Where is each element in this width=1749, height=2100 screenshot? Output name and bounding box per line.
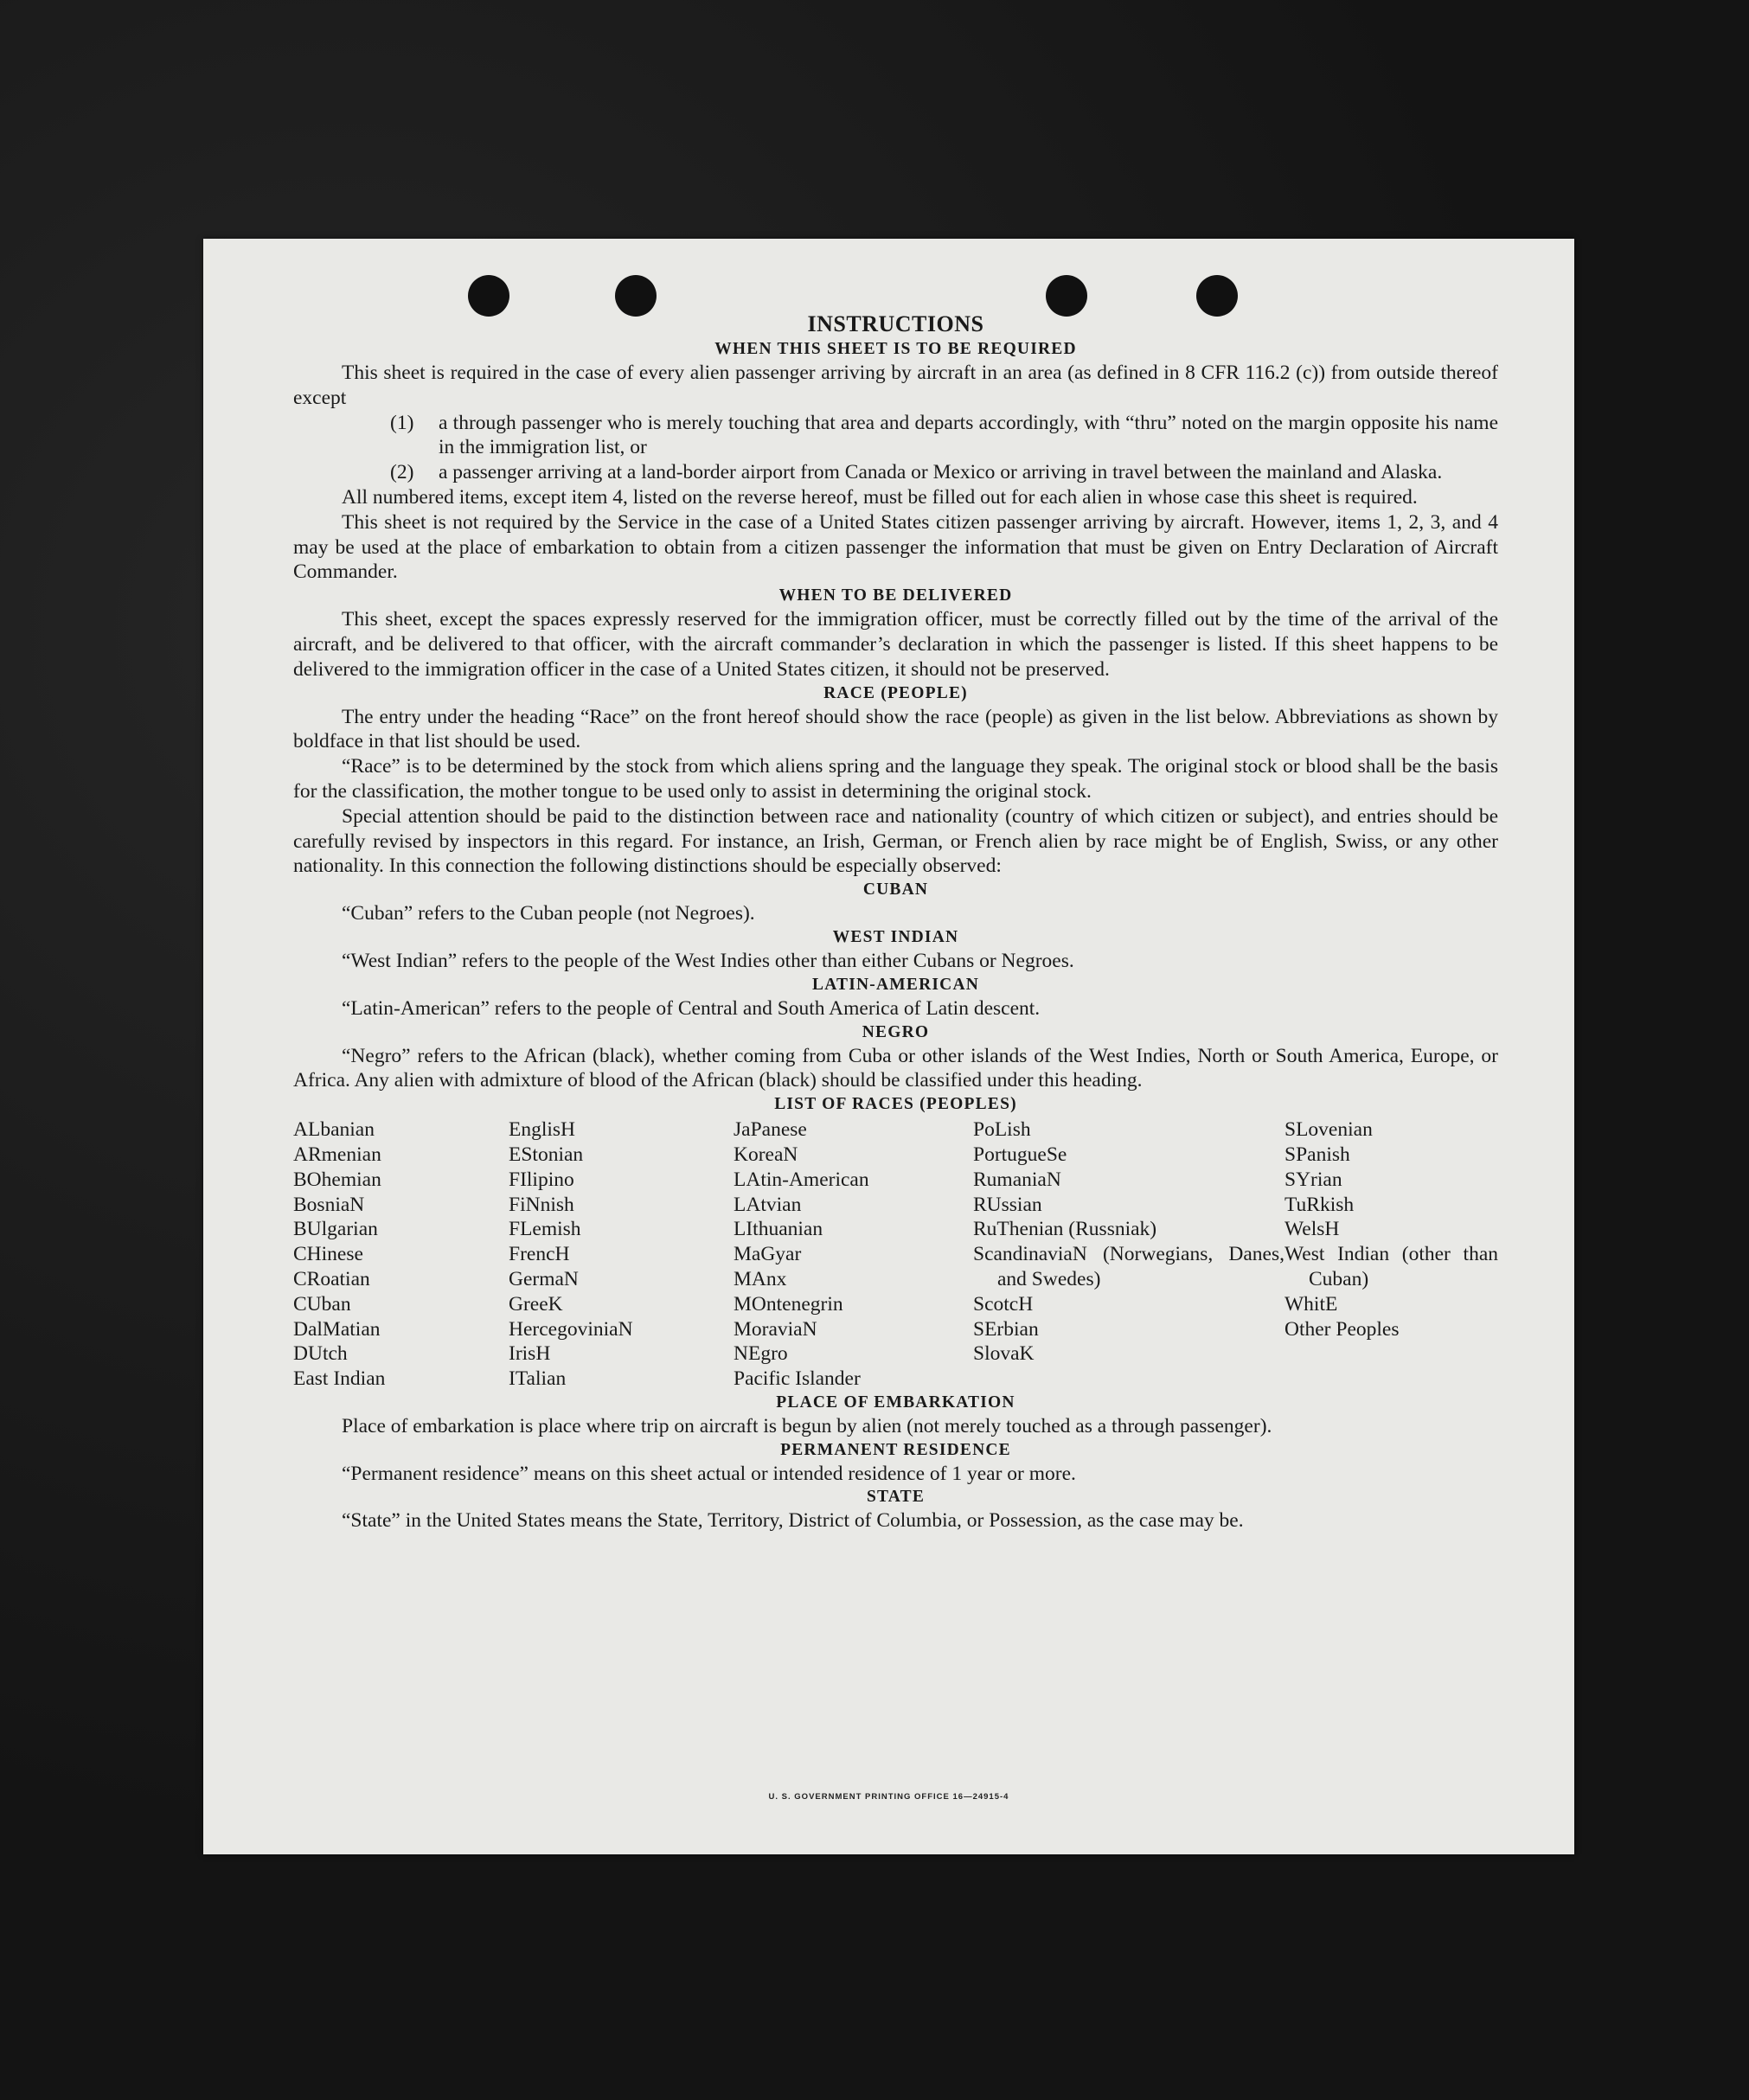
race-entry: WhitE (1285, 1292, 1338, 1316)
race-entry: KoreaN (734, 1143, 798, 1166)
race-entry: ARmenian (293, 1143, 381, 1166)
race-entry: MAnx (734, 1267, 787, 1290)
race-entry: LIthuanian (734, 1218, 823, 1241)
race-entry: ScandinaviaN (Norwegians, Danes, and Swedes) (973, 1243, 1285, 1290)
paragraph-required-1: This sheet is required in the case of every alien passenger arriving by aircraft in an area (as defined in 8 CFR 116.2 (c)) from outside thereof except (293, 362, 1498, 409)
race-entry: LAtin-American (734, 1168, 869, 1191)
race-entry: EStonian (509, 1143, 584, 1166)
exception-item-2-number: (2) (390, 461, 414, 484)
races-column-3 (734, 1117, 973, 1392)
section-heading-embarkation: PLACE OF EMBARKATION (776, 1393, 1015, 1412)
race-entry: PortugueSe (973, 1143, 1067, 1166)
race-entry: CUban (293, 1292, 351, 1316)
section-heading-cuban: CUBAN (862, 880, 929, 900)
section-heading-state: STATE (866, 1488, 926, 1507)
paragraph-required-3: This sheet is not required by the Service in the case of a United States citizen passenger arriving by aircraft. However, items 1, 2, 3, and 4 may be used at the place of embarkation to obtain from a citizen passenger the information that must be given on Entry Declaration of Aircraft Commander. (293, 510, 1498, 584)
race-entry: DalMatian (293, 1317, 381, 1341)
race-entry: BUlgarian (293, 1218, 378, 1241)
races-column-2 (509, 1117, 734, 1392)
paragraph-delivered: This sheet, except the spaces expressly reserved for the immigration officer, must be correctly filled out by the time of the arrival of the aircraft, and be delivered to that officer, with the aircraft commander’s declaration in which the passenger is listed. If this sheet happens to be delivered to the immigration officer in the case of a United States citizen, it should not be preserved. (293, 608, 1498, 681)
race-entry: SLovenian (1285, 1118, 1373, 1142)
section-heading-list-of-races: LIST OF RACES (PEOPLES) (774, 1095, 1017, 1114)
race-entry: SPanish (1285, 1143, 1350, 1166)
instructions-content (293, 311, 1498, 1533)
section-heading-west-indian: WEST INDIAN (832, 927, 959, 946)
section-heading-latin-american: LATIN-AMERICAN (811, 975, 980, 994)
exception-item-1-number: (1) (390, 411, 414, 434)
race-entry: BOhemian (293, 1168, 381, 1191)
race-entry: EnglisH (509, 1118, 576, 1142)
paragraph-race-2: “Race” is to be determined by the stock from which aliens spring and the language they speak. The original stock or blood shall be the basis for the classification, the mother tongue to be used only to assist in determining the original stock. (293, 755, 1498, 803)
section-heading-negro: NEGRO (862, 1022, 930, 1041)
section-heading-delivered: WHEN TO BE DELIVERED (778, 586, 1013, 605)
section-heading-race: RACE (PEOPLE) (823, 683, 968, 702)
race-entry: RumaniaN (973, 1168, 1061, 1191)
race-entry: ALbanian (293, 1118, 375, 1142)
race-entry: SlovaK (973, 1342, 1035, 1366)
exception-item-1 (390, 411, 1498, 461)
race-entry: CRoatian (293, 1267, 370, 1290)
exception-item-2-text: a passenger arriving at a land-border airport from Canada or Mexico or arriving in travel between the mainland and Alaska. (439, 461, 1443, 484)
section-heading-permanent-residence: PERMANENT RESIDENCE (780, 1440, 1011, 1459)
race-entry: JaPanese (734, 1118, 807, 1142)
race-entry: Other Peoples (1285, 1317, 1400, 1341)
race-entry: SErbian (973, 1317, 1039, 1341)
paragraph-negro: “Negro” refers to the African (black), whether coming from Cuba or other islands of the West Indies, North or South America, Europe, or Africa. Any alien with admixture of blood of the African (black) should be classified under this heading. (293, 1044, 1498, 1092)
race-entry: HercegoviniaN (509, 1317, 633, 1341)
race-entry: LAtvian (734, 1193, 802, 1216)
race-entry: ITalian (509, 1367, 567, 1391)
races-column-4 (973, 1117, 1285, 1392)
races-column-5 (1285, 1117, 1498, 1392)
page-title: INSTRUCTIONS (807, 311, 984, 336)
document-sheet (203, 239, 1574, 1854)
race-entry: BosniaN (293, 1193, 365, 1216)
race-entry: FLemish (509, 1218, 581, 1241)
race-entry: IrisH (509, 1342, 551, 1366)
race-entry: WelsH (1285, 1218, 1340, 1241)
race-entry: PoLish (973, 1118, 1031, 1142)
section-heading-required: WHEN THIS SHEET IS TO BE REQUIRED (714, 340, 1077, 358)
race-entry: RUssian (973, 1193, 1042, 1216)
paragraph-west-indian: “West Indian” refers to the people of the West Indies other than either Cubans or Negroes. (342, 949, 1074, 972)
paragraph-race-1: The entry under the heading “Race” on the front hereof should show the race (people) as given in the list below. Abbreviations as shown by boldface in that list should be used. (293, 705, 1498, 753)
race-entry: FrencH (509, 1243, 570, 1266)
race-entry: RuThenian (Russniak) (973, 1218, 1157, 1241)
races-column-1 (293, 1117, 509, 1392)
paragraph-permanent-residence: “Permanent residence” means on this sheet actual or intended residence of 1 year or more. (342, 1462, 1076, 1485)
exception-item-2 (390, 460, 1498, 485)
paragraph-required-2: All numbered items, except item 4, listed on the reverse hereof, must be filled out for each alien in whose case this sheet is required. (342, 485, 1418, 509)
race-entry: MOntenegrin (734, 1292, 843, 1316)
race-entry: MoraviaN (734, 1317, 817, 1341)
races-list (293, 1117, 1498, 1392)
paragraph-embarkation: Place of embarkation is place where trip on aircraft is begun by alien (not merely touched as a through passenger). (342, 1414, 1272, 1437)
race-entry: ScotcH (973, 1292, 1034, 1316)
race-entry: SYrian (1285, 1168, 1342, 1191)
race-entry: TuRkish (1285, 1193, 1355, 1216)
race-entry: MaGyar (734, 1243, 802, 1266)
race-entry: DUtch (293, 1342, 348, 1366)
printing-office-footer: U. S. GOVERNMENT PRINTING OFFICE 16—24915-4 (768, 1792, 1009, 1802)
paragraph-state: “State” in the United States means the State, Territory, District of Columbia, or Possession, as the case may be. (342, 1509, 1244, 1533)
paragraph-latin-american: “Latin-American” refers to the people of Central and South America of Latin descent. (342, 996, 1041, 1020)
race-entry: GermaN (509, 1267, 579, 1290)
race-entry: Pacific Islander (734, 1367, 861, 1391)
race-entry: FIlipino (509, 1168, 574, 1191)
race-entry: FiNnish (509, 1193, 574, 1216)
race-entry: GreeK (509, 1292, 563, 1316)
race-entry: CHinese (293, 1243, 363, 1266)
exception-item-1-text: a through passenger who is merely touching that area and departs accordingly, with “thru” noted on the margin opposite his name in the immigration list, or (439, 411, 1498, 459)
race-entry: NEgro (734, 1342, 788, 1366)
paragraph-cuban: “Cuban” refers to the Cuban people (not Negroes). (342, 902, 755, 925)
race-entry: East Indian (293, 1367, 386, 1391)
race-entry: West Indian (other than Cuban) (1285, 1243, 1498, 1290)
paragraph-race-3: Special attention should be paid to the distinction between race and nationality (country of which citizen or subject), and entries should be carefully revised by inspectors in this regard. For instance, an Irish, German, or French alien by race might be of English, Swiss, or any other nationality. In this connection the following distinctions should be especially observed: (293, 804, 1498, 878)
